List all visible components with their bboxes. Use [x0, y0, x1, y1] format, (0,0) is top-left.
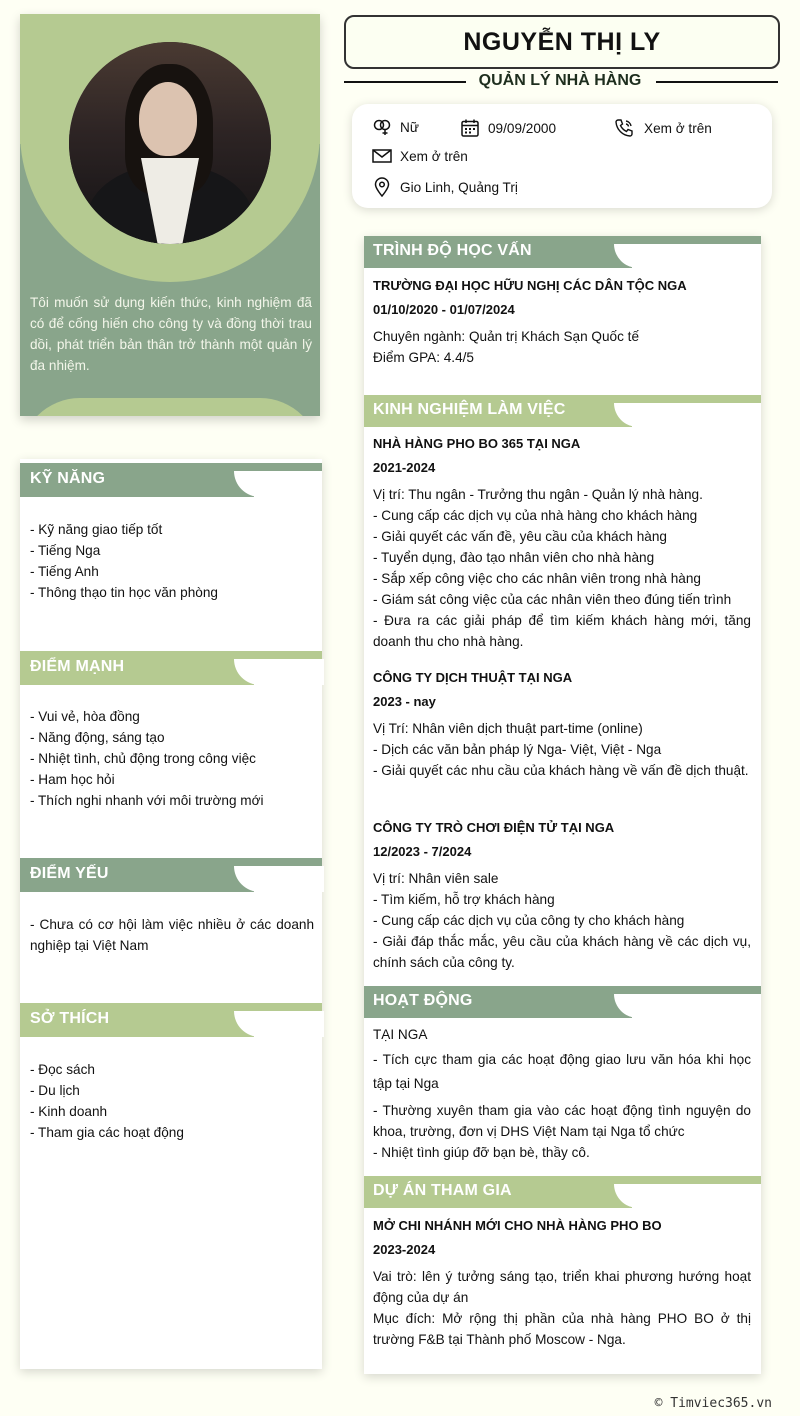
job-company: NHÀ HÀNG PHO BO 365 TẠI NGA [373, 436, 581, 451]
email-value: Xem ở trên [400, 148, 468, 164]
list-item: Vị trí: Thu ngân - Trưởng thu ngân - Quản lý nhà hàng. [373, 487, 703, 502]
skills-title: KỸ NĂNG [30, 470, 106, 487]
list-item: - Giải đáp thắc mắc, yêu cầu của khách hàng về các dịch vụ, chính sách của công ty. [373, 934, 751, 970]
gender-value: Nữ [400, 119, 419, 135]
experience-title: KINH NGHIỆM LÀM VIỆC [373, 401, 566, 418]
activities-title: HOẠT ĐỘNG [373, 992, 473, 1009]
job-period: 2021-2024 [373, 460, 436, 475]
profile-bottom-arc [20, 398, 320, 416]
career-objective: Tôi muốn sử dụng kiến thức, kinh nghiệm đã có để cống hiến cho công ty và đồng thời trau dồi, phát triển bản thân trở thành một quản lý đa nhiệm. [30, 295, 312, 373]
list-item: - Nhiệt tình, chủ động trong công việc [30, 751, 256, 766]
skills-list [30, 519, 218, 603]
list-item: - Vui vẻ, hòa đồng [30, 709, 140, 724]
contact-card [352, 104, 772, 208]
weaknesses-title: ĐIỂM YẾU [30, 865, 109, 882]
email-icon [372, 148, 392, 164]
address-value: Gio Linh, Quảng Trị [400, 179, 518, 195]
list-item: - Kinh doanh [30, 1104, 108, 1119]
list-item: - Giải quyết các nhu cầu của khách hàng về vấn đề dịch thuật. [373, 763, 749, 778]
list-item: - Cung cấp các dịch vụ của công ty cho khách hàng [373, 913, 685, 928]
address-row [372, 177, 518, 197]
list-item: - Ham học hỏi [30, 772, 115, 787]
list-item: Vị trí: Nhân viên sale [373, 871, 499, 886]
education-gpa: Điểm GPA: 4.4/5 [373, 350, 474, 365]
project-goal: Mục đích: Mở rộng thị phần của nhà hàng PHO BO ở thị trường F&B tại Thành phố Moscow - Nga. [373, 1311, 751, 1347]
strengths-header [20, 651, 322, 685]
activities-line: - Thường xuyên tham gia vào các hoạt động tình nguyện do khoa, trường, đơn vị DHS Việt Nam tại Nga tổ chức [373, 1103, 751, 1139]
avatar [69, 42, 271, 244]
experience-header [364, 395, 761, 427]
phone-row [614, 118, 712, 138]
list-item: - Tiếng Anh [30, 564, 99, 579]
list-item: - Đưa ra các giải pháp để tìm kiếm khách hàng mới, tăng doanh thu cho nhà hàng. [373, 613, 751, 649]
job-company: CÔNG TY DỊCH THUẬT TẠI NGA [373, 670, 573, 685]
list-item: - Tham gia các hoạt động [30, 1125, 184, 1140]
activities-place: TẠI NGA [373, 1027, 428, 1042]
education-major: Chuyên ngành: Quản trị Khách Sạn Quốc tế [373, 329, 640, 344]
full-name: NGUYỄN THỊ LY [463, 27, 661, 56]
project-role: Vai trò: lên ý tưởng sáng tạo, triển khai phương hướng hoạt động của dự án [373, 1269, 751, 1305]
projects-header [364, 1176, 761, 1208]
email-row [372, 148, 468, 164]
left-sidebar [20, 459, 322, 1369]
school-name: TRƯỜNG ĐẠI HỌC HỮU NGHỊ CÁC DÂN TỘC NGA [373, 278, 687, 293]
list-item: - Tuyển dụng, đào tạo nhân viên cho nhà hàng [373, 550, 655, 565]
strengths-title: ĐIỂM MẠNH [30, 658, 125, 675]
job-details [373, 718, 751, 781]
birthday-row [460, 118, 556, 138]
list-item: - Du lịch [30, 1083, 80, 1098]
project-details [373, 1266, 751, 1350]
list-item: - Giám sát công việc của các nhân viên theo đúng tiến trình [373, 592, 732, 607]
strengths-list [30, 706, 264, 811]
phone-icon [614, 118, 636, 138]
birthday-value: 09/09/2000 [488, 120, 557, 136]
weaknesses-header [20, 858, 322, 892]
list-item: - Tiếng Nga [30, 543, 101, 558]
list-item: - Đọc sách [30, 1062, 95, 1077]
education-period: 01/10/2020 - 01/07/2024 [373, 302, 515, 317]
list-item: - Cung cấp các dịch vụ của nhà hàng cho khách hàng [373, 508, 698, 523]
list-item: - Giải quyết các vấn đề, yêu cầu của khách hàng [373, 529, 667, 544]
role-divider-left [344, 81, 466, 83]
job-details [373, 868, 751, 973]
location-pin-icon [372, 177, 392, 197]
role-divider-right [656, 81, 778, 83]
projects-title: DỰ ÁN THAM GIA [373, 1182, 512, 1199]
education-header [364, 236, 761, 268]
activities-line: - Nhiệt tình giúp đỡ bạn bè, thầy cô. [373, 1145, 590, 1160]
hobbies-list [30, 1059, 184, 1143]
list-item: - Tìm kiếm, hỗ trợ khách hàng [373, 892, 555, 907]
hobbies-title: SỞ THÍCH [30, 1010, 110, 1027]
skills-header [20, 463, 322, 497]
footer-watermark: © Timviec365.vn [654, 1396, 772, 1411]
project-name: MỞ CHI NHÁNH MỚI CHO NHÀ HÀNG PHO BO [373, 1218, 662, 1233]
education-details [373, 326, 751, 368]
project-period: 2023-2024 [373, 1242, 436, 1257]
list-item: - Năng động, sáng tạo [30, 730, 165, 745]
list-item: - Dịch các văn bản pháp lý Nga- Việt, Việt - Nga [373, 742, 662, 757]
list-item: - Sắp xếp công việc cho các nhân viên trong nhà hàng [373, 571, 701, 586]
list-item: - Thích nghi nhanh với môi trường mới [30, 793, 264, 808]
activities-header [364, 986, 761, 1018]
main-content [364, 236, 761, 1374]
list-item: Vị Trí: Nhân viên dịch thuật part-time (online) [373, 721, 643, 736]
calendar-icon [460, 118, 480, 138]
weaknesses-text: - Chưa có cơ hội làm việc nhiều ở các doanh nghiệp tại Việt Nam [30, 917, 314, 953]
name-box [344, 15, 780, 69]
education-title: TRÌNH ĐỘ HỌC VẤN [373, 242, 532, 259]
phone-value: Xem ở trên [644, 120, 712, 136]
job-period: 12/2023 - 7/2024 [373, 844, 472, 859]
list-item: - Kỹ năng giao tiếp tốt [30, 522, 163, 537]
job-title: QUẢN LÝ NHÀ HÀNG [478, 72, 642, 89]
gender-icon [372, 118, 392, 136]
profile-card [20, 14, 320, 416]
job-details [373, 484, 751, 652]
activities-line: - Tích cực tham gia các hoạt động giao lưu văn hóa khi học tập tại Nga [373, 1052, 751, 1091]
gender-row [372, 118, 419, 136]
list-item: - Thông thạo tin học văn phòng [30, 585, 218, 600]
hobbies-header [20, 1003, 322, 1037]
job-company: CÔNG TY TRÒ CHƠI ĐIỆN TỬ TẠI NGA [373, 820, 615, 835]
job-period: 2023 - nay [373, 694, 436, 709]
